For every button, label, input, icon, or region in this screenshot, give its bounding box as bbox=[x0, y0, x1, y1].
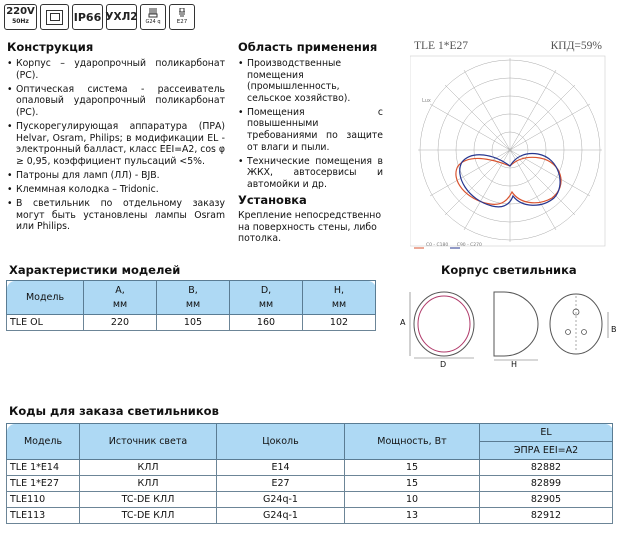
polar-plot bbox=[410, 54, 610, 252]
climate-badge bbox=[106, 4, 137, 30]
dim-b-cell: 105 bbox=[157, 315, 230, 331]
table-row bbox=[7, 476, 613, 492]
table-row bbox=[7, 460, 613, 476]
order-model-cell: TLE113 bbox=[7, 508, 80, 524]
list-item: • Технические помещения в ЖКХ, автосервисы и автомойки и др. bbox=[238, 156, 383, 191]
dim-h-cell: 102 bbox=[303, 315, 376, 331]
dim-label-d: D bbox=[440, 360, 447, 369]
list-item: • Корпус – ударопрочный поликарбонат (PC). bbox=[7, 58, 225, 81]
model-cell: TLE OL bbox=[7, 315, 84, 331]
table-row bbox=[7, 492, 613, 508]
voltage-badge bbox=[4, 4, 37, 30]
order-power-cell: 15 bbox=[345, 460, 480, 476]
order-model-cell: TLE110 bbox=[7, 492, 80, 508]
mounting-text: Крепление непосредственно на поверхность стены, либо потолка. bbox=[238, 210, 382, 245]
models-title: Характеристики моделей bbox=[9, 263, 181, 277]
order-source-cell: TC-DE КЛЛ bbox=[80, 508, 217, 524]
polar-legend: C0 - C180 C90 - C270 bbox=[426, 243, 482, 248]
order-header-model: Модель bbox=[7, 424, 80, 460]
order-code-cell: 82905 bbox=[480, 492, 613, 508]
list-item: • Клеммная колодка – Tridonic. bbox=[7, 184, 225, 196]
order-socket-cell: G24q-1 bbox=[217, 492, 345, 508]
voltage-text: 220V bbox=[6, 6, 35, 17]
polar-title-left: TLE 1*E27 bbox=[414, 40, 468, 52]
class2-icon bbox=[40, 4, 69, 30]
order-header-socket: Цоколь bbox=[217, 424, 345, 460]
order-table bbox=[6, 423, 613, 524]
models-header-d: D, мм bbox=[230, 281, 303, 315]
polar-diagram bbox=[410, 40, 610, 250]
frequency-text: 50Hz bbox=[12, 18, 29, 25]
socket-e27-badge bbox=[169, 4, 195, 30]
application-title: Область применения bbox=[238, 40, 378, 54]
polar-title-right: КПД=59% bbox=[550, 40, 602, 52]
list-item: • Оптическая система - рассеиватель опаловый ударопрочный поликарбонат (PC). bbox=[7, 84, 225, 119]
order-code-cell: 82912 bbox=[480, 508, 613, 524]
table-row bbox=[7, 508, 613, 524]
list-item: • В светильник по отдельному заказу могут быть установлены лампы Osram или Philips. bbox=[7, 198, 225, 233]
order-title: Коды для заказа светильников bbox=[9, 404, 219, 418]
dim-label-h: H bbox=[511, 360, 518, 369]
order-header-el: EL bbox=[480, 424, 613, 442]
application-list bbox=[238, 58, 383, 193]
socket-g24-badge bbox=[140, 4, 166, 30]
table-row bbox=[7, 315, 376, 331]
models-header-a: A, мм bbox=[84, 281, 157, 315]
body-title: Корпус светильника bbox=[441, 263, 577, 277]
dim-label-a: A bbox=[400, 318, 406, 327]
list-item: • Производственные помещения (промышленность, сельское хозяйство). bbox=[238, 58, 383, 104]
models-header-h: H, мм bbox=[303, 281, 376, 315]
order-header-ballast: ЭПРА EEI=A2 bbox=[480, 442, 613, 460]
order-power-cell: 10 bbox=[345, 492, 480, 508]
construction-list bbox=[7, 58, 225, 235]
order-power-cell: 15 bbox=[345, 476, 480, 492]
dim-d-cell: 160 bbox=[230, 315, 303, 331]
dim-label-b: B bbox=[611, 325, 617, 334]
order-header-source: Источник света bbox=[80, 424, 217, 460]
list-item: • Помещения с повышенными требованиями по защите от влаги и пыли. bbox=[238, 107, 383, 153]
order-header-power: Мощность, Вт bbox=[345, 424, 480, 460]
list-item: • Пускорегулирующая аппаратура (ПРА) Helvar, Osram, Philips; в модификации EL - электронный балласт, класс EEI=A2, cos φ ≥ 0,95, коэффициент пульсаций <5%. bbox=[7, 121, 225, 167]
order-socket-cell: E27 bbox=[217, 476, 345, 492]
order-source-cell: TC-DE КЛЛ bbox=[80, 492, 217, 508]
models-header-b: B, мм bbox=[157, 281, 230, 315]
order-model-cell: TLE 1*E14 bbox=[7, 460, 80, 476]
construction-title: Конструкция bbox=[7, 40, 94, 54]
order-socket-cell: G24q-1 bbox=[217, 508, 345, 524]
ip-badge bbox=[72, 4, 103, 30]
mounting-title: Установка bbox=[238, 193, 307, 207]
lamp-e27-icon bbox=[177, 8, 187, 18]
socket-e27-text: E27 bbox=[176, 19, 188, 25]
order-code-cell: 82882 bbox=[480, 460, 613, 476]
order-source-cell: КЛЛ bbox=[80, 460, 217, 476]
svg-text:Lux: Lux bbox=[422, 98, 431, 104]
climate-text: УХЛ2 bbox=[105, 11, 138, 23]
models-header-model: Модель bbox=[7, 281, 84, 315]
dim-a-cell: 220 bbox=[84, 315, 157, 331]
order-code-cell: 82899 bbox=[480, 476, 613, 492]
order-model-cell: TLE 1*E27 bbox=[7, 476, 80, 492]
polar-grid bbox=[418, 58, 602, 242]
ip-text: IP66 bbox=[73, 10, 102, 24]
lamp-g24-icon bbox=[147, 8, 159, 18]
body-drawing bbox=[398, 282, 618, 382]
socket-g24-text: G24 q bbox=[145, 19, 161, 25]
order-power-cell: 13 bbox=[345, 508, 480, 524]
models-table bbox=[6, 280, 376, 331]
order-source-cell: КЛЛ bbox=[80, 476, 217, 492]
order-socket-cell: E14 bbox=[217, 460, 345, 476]
list-item: • Патроны для ламп (ЛЛ) - BJB. bbox=[7, 170, 225, 182]
